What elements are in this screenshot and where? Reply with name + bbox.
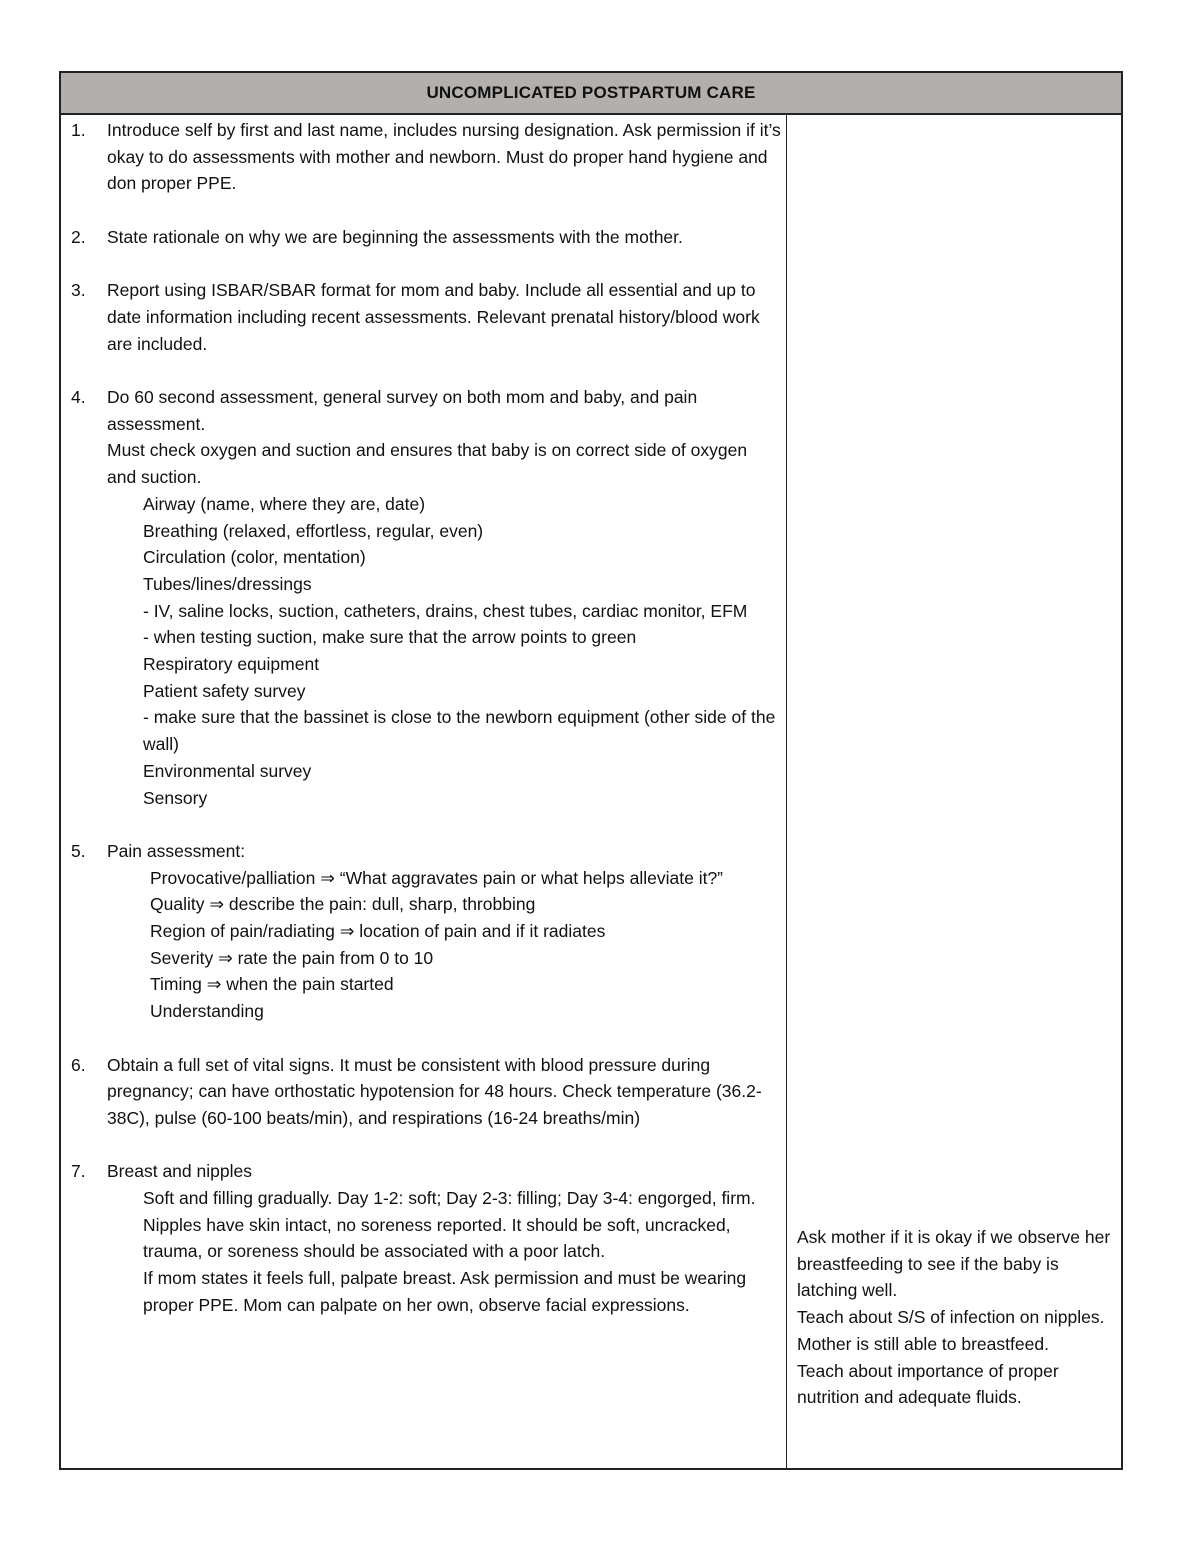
step-text: Report using ISBAR/SBAR format for mom and baby. Include all essential and up to date information including recent assessments. Relevant prenatal history/blood work are included. bbox=[107, 280, 760, 354]
note-text: Ask mother if it is okay if we observe her breastfeeding to see if the baby is latching well. bbox=[797, 1227, 1111, 1301]
sub-item: Tubes/lines/dressings bbox=[143, 573, 312, 594]
sub-item: Timing ⇒ when the pain started bbox=[150, 974, 394, 995]
postpartum-care-table bbox=[59, 71, 1123, 1470]
sub-item: Understanding bbox=[150, 1001, 264, 1022]
sub-item: Severity ⇒ rate the pain from 0 to 10 bbox=[150, 947, 434, 968]
sub-item: Soft and filling gradually. Day 1-2: soft; Day 2-3: filling; Day 3-4: engorged, firm. bbox=[143, 1188, 756, 1209]
step-text: State rationale on why we are beginning the assessments with the mother. bbox=[107, 226, 683, 247]
sub-item: - when testing suction, make sure that the arrow points to green bbox=[143, 627, 637, 648]
step-text: Must check oxygen and suction and ensures that baby is on correct side of oxygen and suction. bbox=[107, 440, 748, 488]
sub-item: Nipples have skin intact, no soreness reported. It should be soft, uncracked, trauma, or soreness should be associated with a poor latch. bbox=[143, 1214, 731, 1262]
sub-item: Environmental survey bbox=[143, 760, 312, 781]
sub-item: - make sure that the bassinet is close to the newborn equipment (other side of the wall) bbox=[143, 707, 776, 755]
sub-item: Circulation (color, mentation) bbox=[143, 547, 366, 568]
step-number: 1. bbox=[71, 120, 86, 140]
step-number: 3. bbox=[71, 280, 86, 301]
step-number: 5. bbox=[71, 840, 86, 861]
sub-item: If mom states it feels full, palpate breast. Ask permission and must be wearing proper PPE. Mom can palpate on her own, observe facial expressions. bbox=[143, 1268, 747, 1315]
step-number: 4. bbox=[71, 386, 86, 407]
step-item bbox=[71, 224, 781, 251]
sub-item: Quality ⇒ describe the pain: dull, sharp, throbbing bbox=[150, 894, 536, 915]
step-item bbox=[71, 384, 781, 811]
sub-item: Region of pain/radiating ⇒ location of pain and if it radiates bbox=[150, 921, 606, 942]
step-number: 7. bbox=[71, 1161, 86, 1182]
step-item bbox=[71, 1158, 781, 1318]
sub-item: Breathing (relaxed, effortless, regular, even) bbox=[143, 520, 484, 541]
step-text: Introduce self by first and last name, includes nursing designation. Ask permission if it’s okay to do assessments with mother and newborn. Must do proper hand hygiene and don proper PPE. bbox=[107, 120, 781, 194]
note-text: Teach about S/S of infection on nipples. Mother is still able to breastfeed. bbox=[797, 1307, 1105, 1354]
step-number: 6. bbox=[71, 1054, 86, 1075]
step-item bbox=[71, 1052, 781, 1132]
step-text: Breast and nipples bbox=[107, 1161, 252, 1182]
sub-item: Sensory bbox=[143, 787, 208, 808]
sub-item: Respiratory equipment bbox=[143, 654, 320, 675]
step-item bbox=[71, 117, 781, 197]
notes-column bbox=[797, 1224, 1115, 1411]
step-text: Pain assessment: bbox=[107, 840, 246, 861]
note-text: Teach about importance of proper nutrition and adequate fluids. bbox=[797, 1360, 1059, 1408]
step-number: 2. bbox=[71, 226, 86, 247]
step-text: Do 60 second assessment, general survey on both mom and baby, and pain assessment. bbox=[107, 386, 698, 434]
sub-item: - IV, saline locks, suction, catheters, drains, chest tubes, cardiac monitor, EFM bbox=[143, 600, 748, 621]
column-divider bbox=[786, 113, 787, 1468]
step-item bbox=[71, 838, 781, 1025]
table-header bbox=[61, 73, 1121, 115]
steps-column bbox=[71, 117, 781, 1319]
step-item bbox=[71, 277, 781, 357]
sub-item: Airway (name, where they are, date) bbox=[143, 493, 426, 514]
sub-item: Patient safety survey bbox=[143, 680, 306, 701]
table-title: UNCOMPLICATED POSTPARTUM CARE bbox=[426, 83, 756, 102]
sub-item: Provocative/palliation ⇒ “What aggravates pain or what helps alleviate it?” bbox=[150, 867, 724, 888]
step-text: Obtain a full set of vital signs. It must be consistent with blood pressure during pregnancy; can have orthostatic hypotension for 48 hours. Check temperature (36.2-38C), pulse (60-100 beats/min), and respirations (16-24 breaths/min) bbox=[107, 1054, 762, 1128]
